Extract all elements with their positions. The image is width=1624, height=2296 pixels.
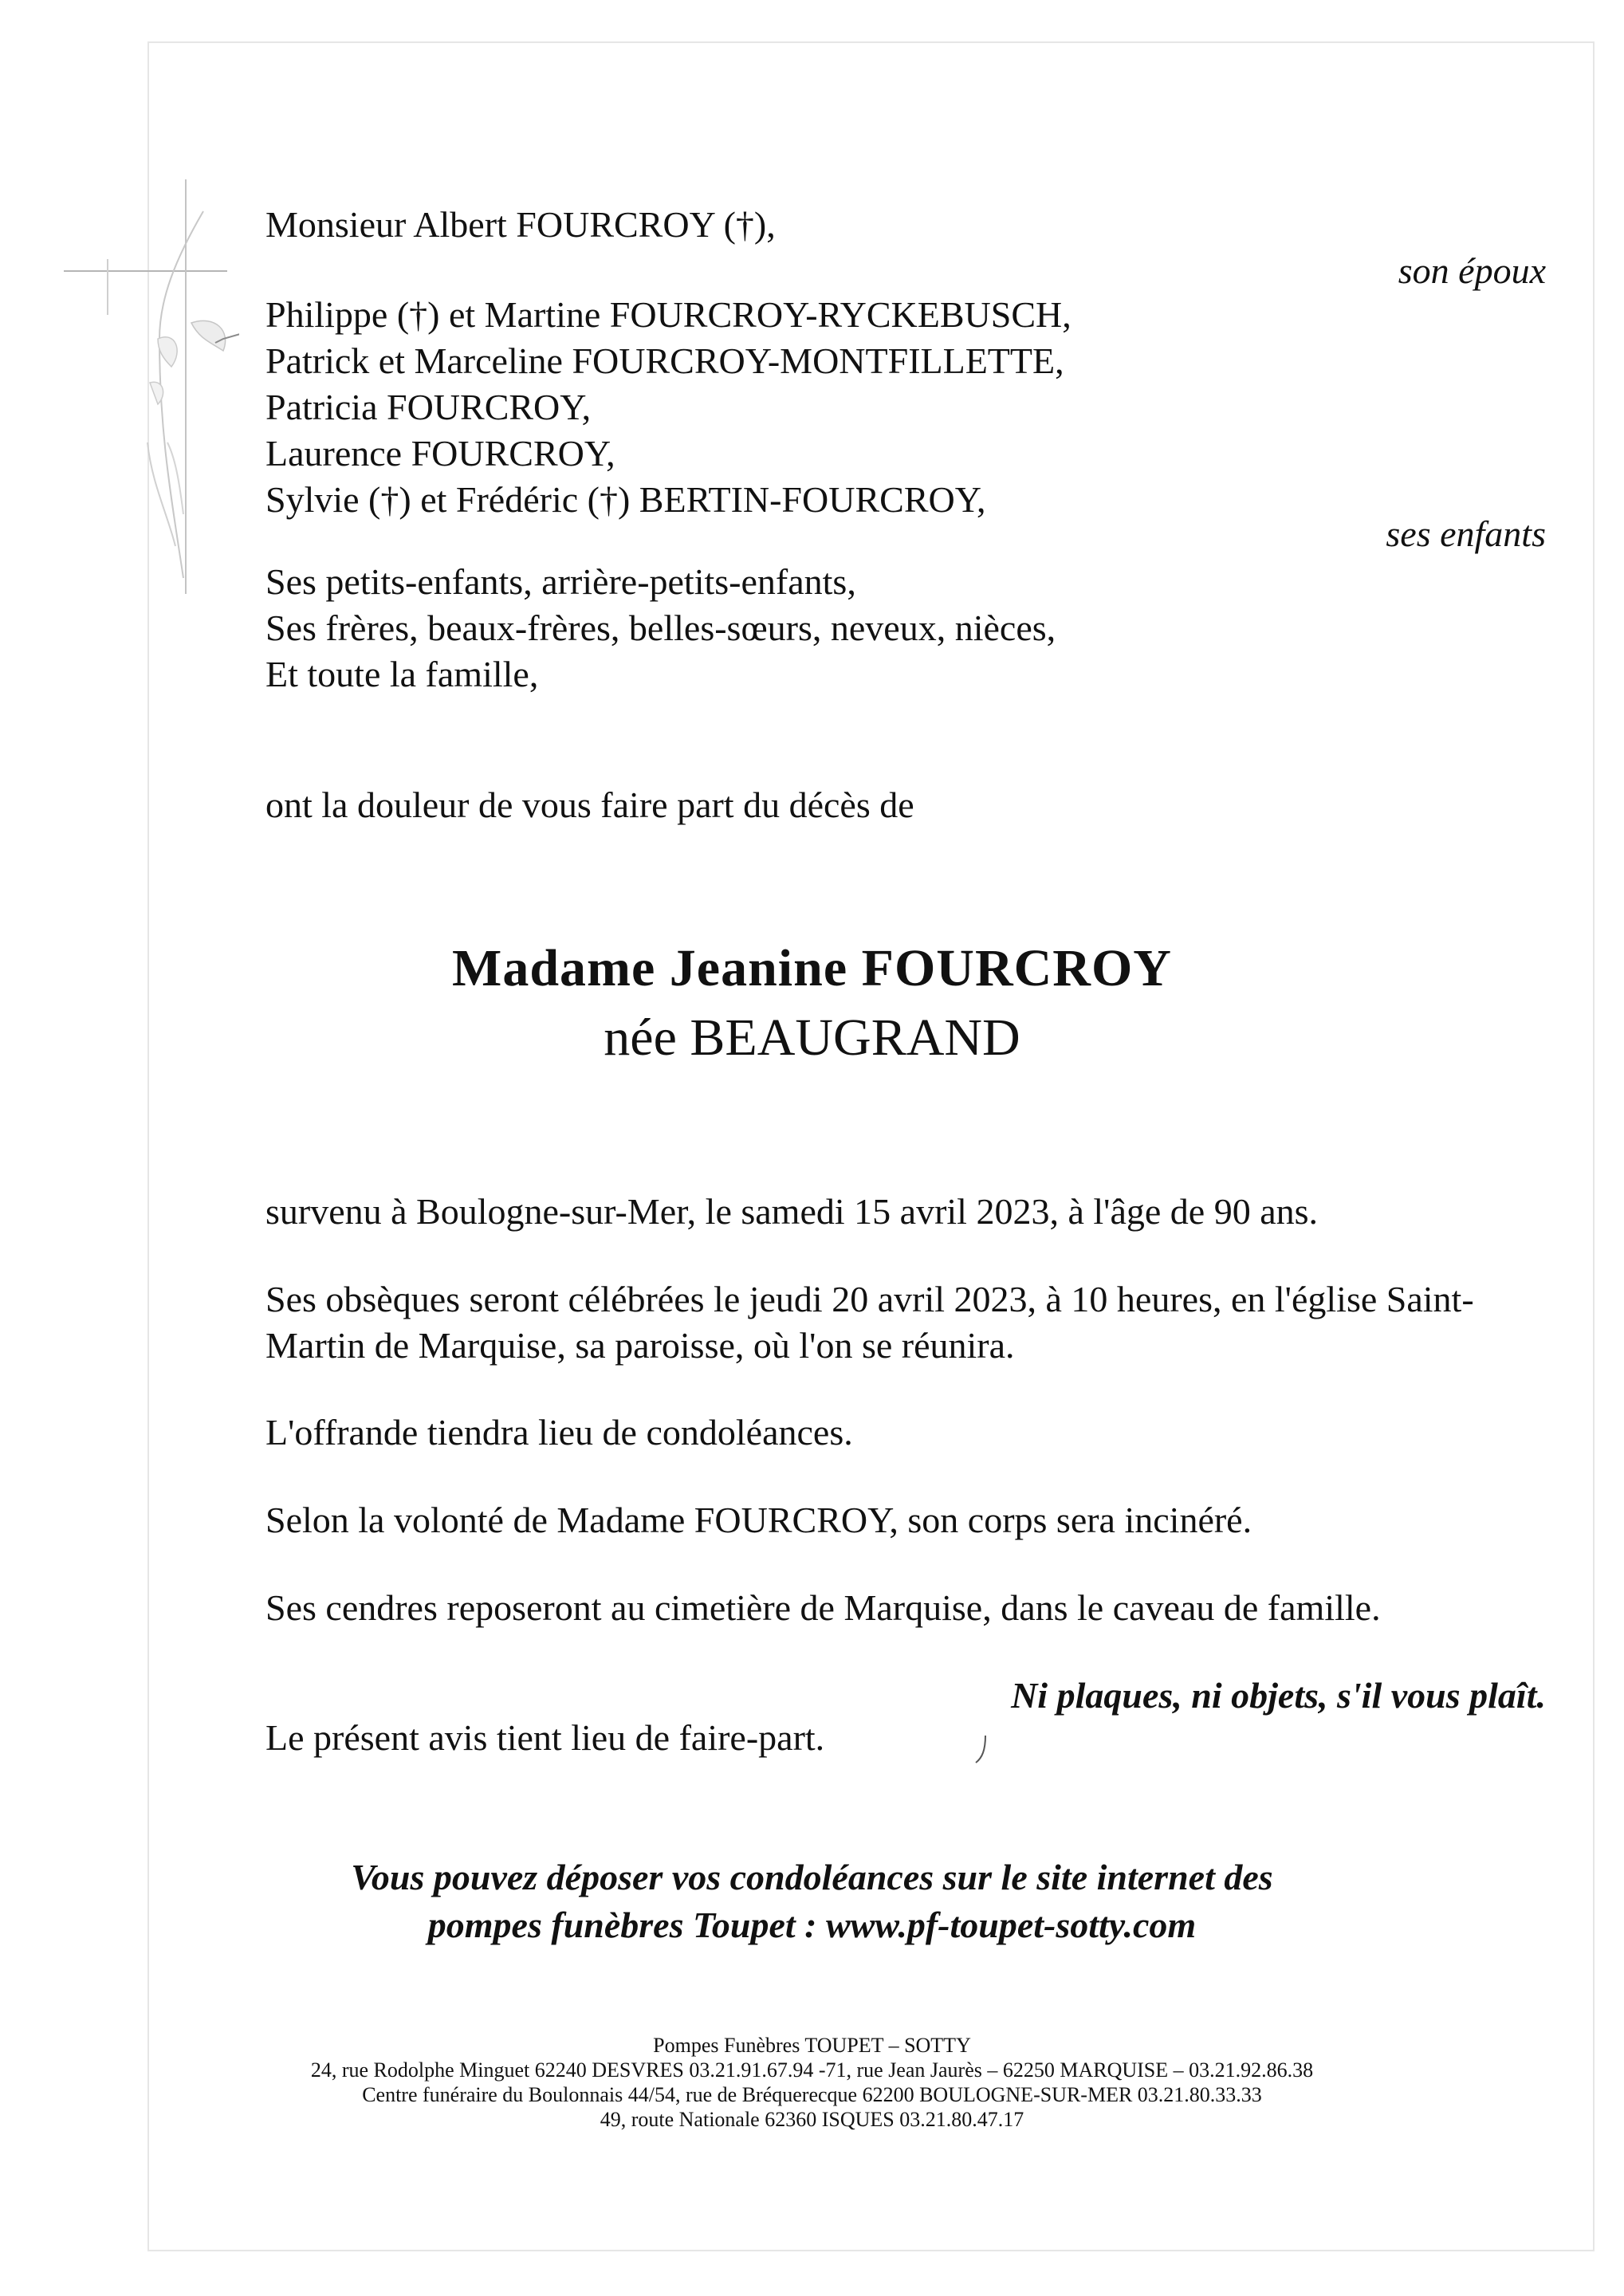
- husband-line: Monsieur Albert FOURCROY (†),: [265, 204, 776, 245]
- child-line: Philippe (†) et Martine FOURCROY-RYCKEBUSCH,: [265, 294, 1072, 335]
- family-line: Et toute la famille,: [265, 654, 539, 694]
- family-line: Ses frères, beaux-frères, belles-sœurs, neveux, nièces,: [265, 607, 1056, 648]
- death-details: survenu à Boulogne-sur-Mer, le samedi 15 avril 2023, à l'âge de 90 ans.: [265, 1191, 1319, 1232]
- ashes-text: Ses cendres reposeront au cimetière de Marquise, dans le caveau de famille.: [265, 1587, 1381, 1628]
- offering-text: L'offrande tiendra lieu de condoléances.: [265, 1412, 853, 1453]
- family-line: Ses petits-enfants, arrière-petits-enfants,: [265, 561, 856, 602]
- funeral-details: Ses obsèques seront célébrées le jeudi 20 avril 2023, à 10 heures, en l'église Saint-: [265, 1279, 1474, 1319]
- child-line: Patricia FOURCROY,: [265, 387, 592, 427]
- pen-mark-icon: [974, 1734, 990, 1766]
- funeral-details-cont: Martin de Marquise, sa paroisse, où l'on se réunira.: [265, 1325, 1015, 1366]
- notice-text: Le présent avis tient lieu de faire-part.: [265, 1717, 825, 1758]
- footer-address: 49, route Nationale 62360 ISQUES 03.21.80.47.17: [600, 2108, 1024, 2131]
- child-line: Patrick et Marceline FOURCROY-MONTFILLETTE,: [265, 340, 1064, 381]
- maiden-name: née BEAUGRAND: [604, 1008, 1020, 1067]
- condolences-line: Vous pouvez déposer vos condoléances sur le site internet des: [351, 1857, 1273, 1897]
- cremation-text: Selon la volonté de Madame FOURCROY, son corps sera incinéré.: [265, 1500, 1252, 1540]
- deceased-name: Madame Jeanine FOURCROY: [452, 939, 1172, 997]
- husband-role: son époux: [1398, 250, 1546, 291]
- footer-address: 24, rue Rodolphe Minguet 62240 DESVRES 03.21.91.67.94 -71, rue Jean Jaurès – 62250 MARQUISE – 03.21.92.86.38: [310, 2058, 1314, 2082]
- cross-lily-icon: [64, 179, 239, 594]
- footer-address: Centre funéraire du Boulonnais 44/54, rue de Bréquerecque 62200 BOULOGNE-SUR-MER 03.21.80.33.33: [362, 2083, 1262, 2106]
- child-line: Sylvie (†) et Frédéric (†) BERTIN-FOURCROY,: [265, 479, 986, 520]
- child-line: Laurence FOURCROY,: [265, 433, 615, 474]
- no-plaques-text: Ni plaques, ni objets, s'il vous plaît.: [1011, 1675, 1546, 1716]
- footer-company: Pompes Funèbres TOUPET – SOTTY: [653, 2034, 971, 2057]
- condolences-website: pompes funèbres Toupet : www.pf-toupet-sotty.com: [427, 1905, 1197, 1945]
- announcement-text: ont la douleur de vous faire part du décès de: [265, 784, 914, 825]
- children-role: ses enfants: [1386, 513, 1546, 554]
